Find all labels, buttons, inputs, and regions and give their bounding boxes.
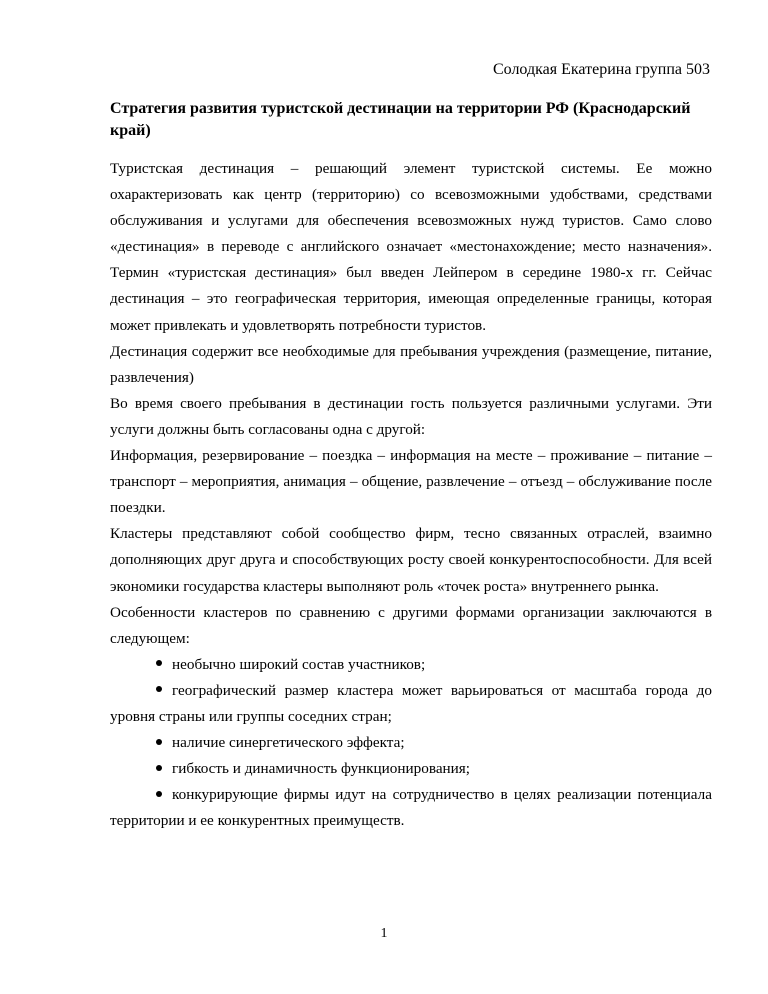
bullet-icon <box>150 730 172 756</box>
paragraph-destination-definition: Туристская дестинация – решающий элемент туристской системы. Ее можно охарактеризовать как центр (территорию) со всевозможными удобствами, средствами обслуживания и услугами для обеспечения всевозможных нужд туристов. Само слово «дестинация» в переводе с английского означает «местонахождение; место назначения». Термин «туристская дестинация» был введен Лейпером в середине 1980-х гг. Сейчас дестинация – это географическая территория, имеющая определенные границы, которая может привлекать и удовлетворять потребности туристов. <box>110 160 712 334</box>
list-item-text: необычно широкий состав участников; <box>172 655 426 673</box>
list-item-text: гибкость и динамичность функционирования; <box>172 760 471 778</box>
bullet-icon <box>150 782 172 808</box>
cluster-features-list <box>110 652 712 835</box>
list-item <box>110 678 712 730</box>
list-item-text: наличие синергетического эффекта; <box>172 734 405 752</box>
paragraph-cluster-features-intro: Особенности кластеров по сравнению с другими формами организации заключаются в следующем: <box>110 603 712 647</box>
bullet-icon <box>150 756 172 782</box>
document-page <box>110 60 712 834</box>
list-item <box>110 652 712 678</box>
list-item <box>110 782 712 834</box>
paragraph-destination-facilities: Дестинация содержит все необходимые для пребывания учреждения (размещение, питание, развлечения) <box>110 342 712 386</box>
list-item <box>110 730 712 756</box>
document-title: Стратегия развития туристской дестинации на территории РФ (Краснодарский край) <box>110 100 691 139</box>
paragraph-clusters: Кластеры представляют собой сообщество фирм, тесно связанных отраслей, взаимно дополняющих друг друга и способствующих росту своей конкурентоспособности. Для всей экономики государства кластеры выполняют роль «точек роста» внутреннего рынка. <box>110 525 712 595</box>
bullet-icon <box>150 652 172 678</box>
bullet-icon <box>150 678 172 704</box>
paragraph-service-chain: Информация, резервирование – поездка – информация на месте – проживание – питание – транспорт – мероприятия, анимация – общение, развлечение – отъезд – обслуживание после поездки. <box>110 447 712 517</box>
list-item-text: географический размер кластера может варьироваться от масштаба города до уровня страны или группы соседних стран; <box>110 681 712 725</box>
page-number: 1 <box>380 926 388 941</box>
paragraph-guest-services: Во время своего пребывания в дестинации гость пользуется различными услугами. Эти услуги должны быть согласованы одна с другой: <box>110 394 712 438</box>
list-item <box>110 756 712 782</box>
list-item-text: конкурирующие фирмы идут на сотрудничество в целях реализации потенциала территории и ее конкурентных преимуществ. <box>110 786 712 830</box>
author-line: Солодкая Екатерина группа 503 <box>492 61 710 78</box>
